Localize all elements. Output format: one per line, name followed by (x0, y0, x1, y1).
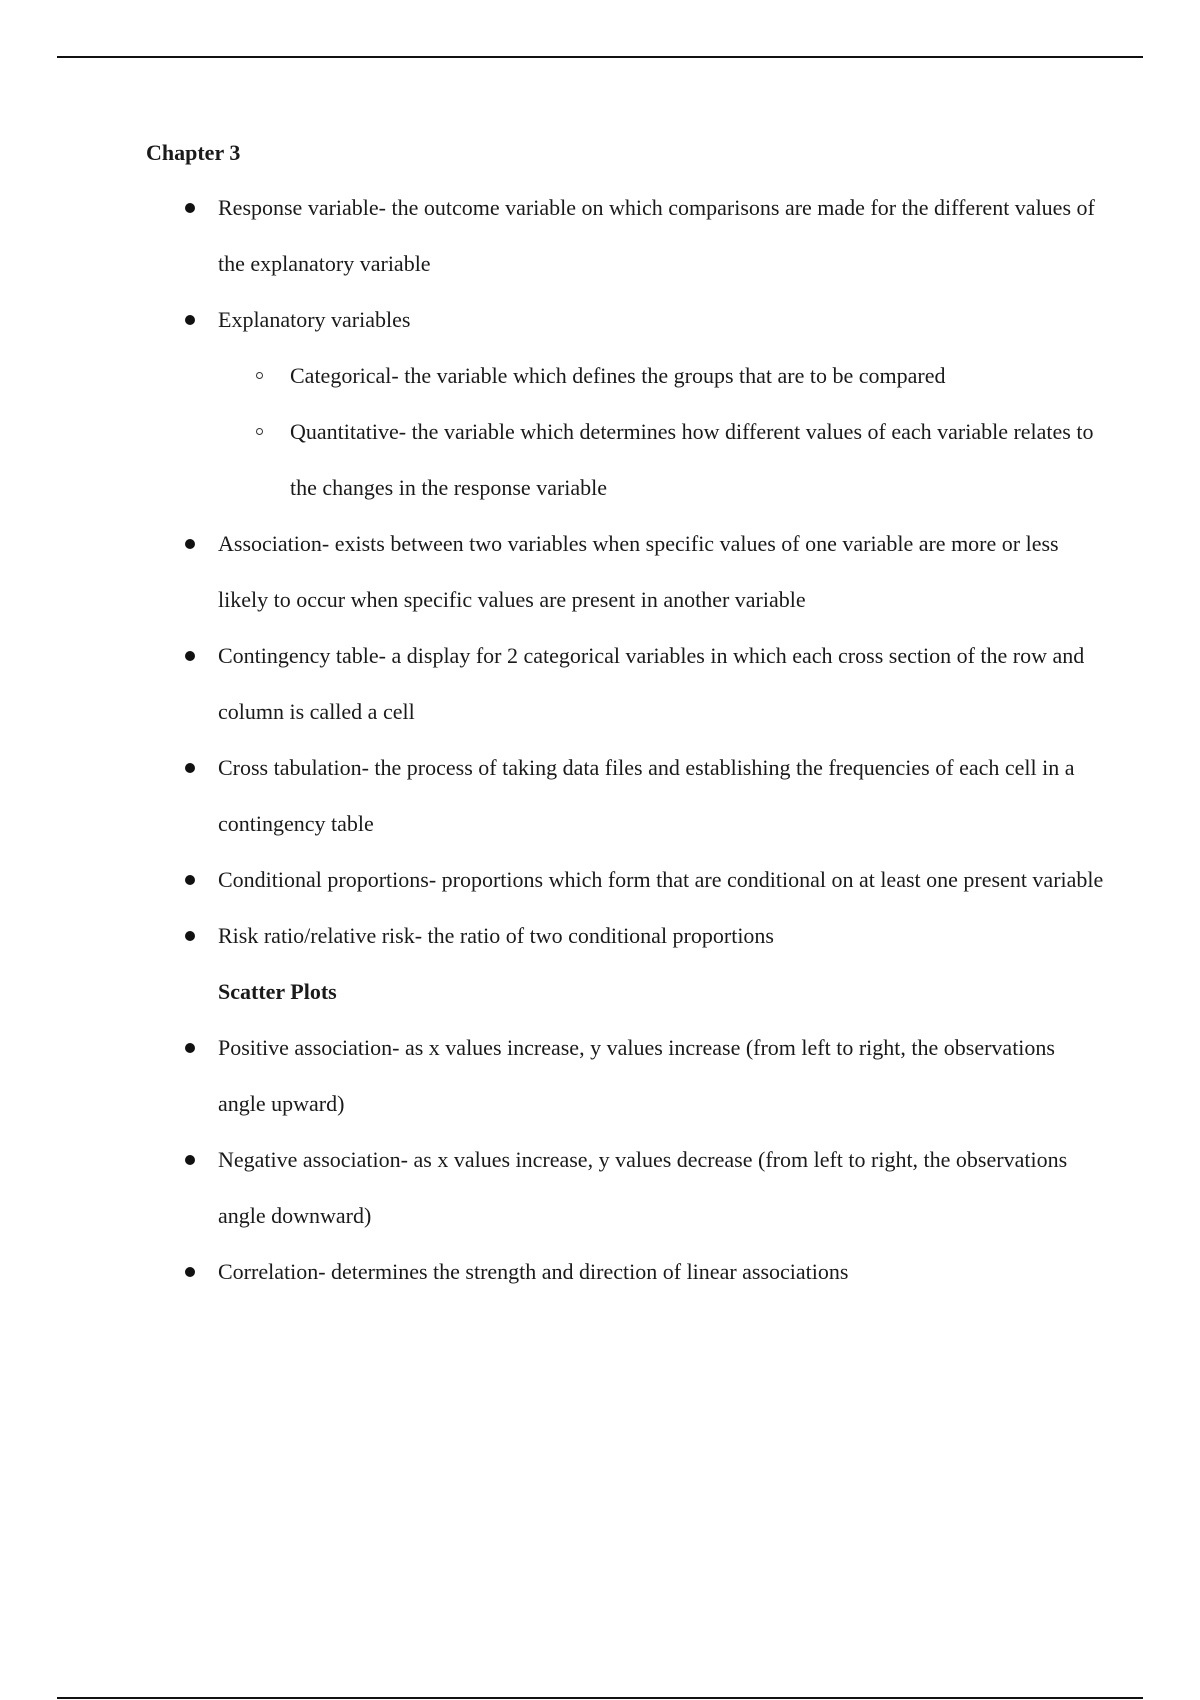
list-item-text: Cross tabulation- the process of taking data files and establishing the frequencies of each cell in a contingency table (218, 755, 1075, 836)
list-item (146, 852, 1106, 908)
sub-list-item (218, 348, 1106, 404)
list-item (146, 1020, 1106, 1132)
bullet-icon (185, 651, 195, 661)
sub-list (218, 348, 1106, 516)
sub-list-item (218, 404, 1106, 516)
list-item (146, 180, 1106, 292)
list-item-text: Association- exists between two variables when specific values of one variable are more or less likely to occur when specific values are present in another variable (218, 531, 1059, 612)
bullet-icon (185, 1155, 195, 1165)
list-item (146, 740, 1106, 852)
list-item (146, 292, 1106, 516)
list-item-text: Contingency table- a display for 2 categorical variables in which each cross section of the row and column is called a cell (218, 643, 1085, 724)
list-item (146, 1132, 1106, 1244)
list-item (146, 516, 1106, 628)
top-rule (57, 56, 1143, 58)
bullet-icon (185, 1043, 195, 1053)
list-item-text: Positive association- as x values increase, y values increase (from left to right, the observations angle upward) (218, 1035, 1055, 1116)
hollow-bullet-icon (256, 372, 263, 379)
list-item (146, 628, 1106, 740)
list-item-text: Negative association- as x values increase, y values decrease (from left to right, the observations angle downward) (218, 1147, 1068, 1228)
bullet-icon (185, 1267, 195, 1277)
bullet-icon (185, 203, 195, 213)
hollow-bullet-icon (256, 428, 263, 435)
bullet-list (146, 180, 1106, 964)
list-item-text: Explanatory variables (218, 307, 411, 332)
section-heading-scatter-plots: Scatter Plots (218, 979, 337, 1004)
list-item (146, 1244, 1106, 1300)
chapter-title: Chapter 3 (146, 140, 241, 165)
bullet-list (146, 1020, 1106, 1300)
list-item-text: Response variable- the outcome variable on which comparisons are made for the different values of the explanatory variable (218, 195, 1095, 276)
sub-list-item-text: Quantitative- the variable which determines how different values of each variable relates to the changes in the response variable (290, 419, 1094, 500)
bullet-icon (185, 763, 195, 773)
bullet-icon (185, 875, 195, 885)
bullet-icon (185, 315, 195, 325)
bullet-icon (185, 539, 195, 549)
list-item-text: Conditional proportions- proportions which form that are conditional on at least one present variable (218, 867, 1104, 892)
sub-list-item-text: Categorical- the variable which defines the groups that are to be compared (290, 363, 946, 388)
bullet-icon (185, 931, 195, 941)
document-body (146, 138, 1106, 1300)
list-item-text: Correlation- determines the strength and direction of linear associations (218, 1259, 849, 1284)
list-item-text: Risk ratio/relative risk- the ratio of two conditional proportions (218, 923, 774, 948)
list-item (146, 908, 1106, 964)
bottom-rule (57, 1697, 1143, 1699)
